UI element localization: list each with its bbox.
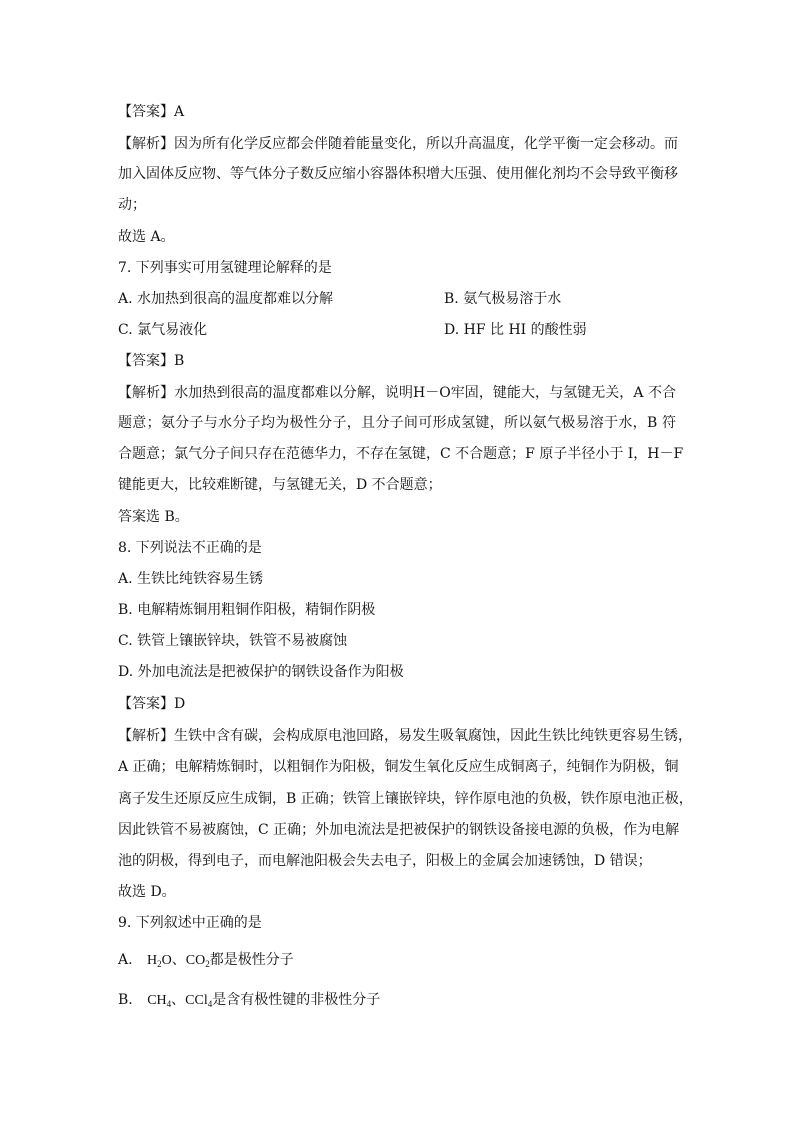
q8-question: 8. 下列说法不正确的是: [118, 540, 262, 556]
analysis-label: 【解析】: [118, 728, 174, 744]
q9-option-a: A. $H_2O$、$CO_2$都是极性分子: [118, 952, 294, 969]
q7-option-b: B. 氨气极易溶于水: [444, 291, 562, 307]
formula-ch4: $CH_4$: [147, 993, 172, 1009]
q8-answer: [118, 694, 676, 714]
q8-analysis-line: 【解析】生铁中含有碳，会构成原电池回路，易发生吸氧腐蚀，因此生铁比纯铁更容易生锈，: [118, 728, 692, 744]
q7-analysis-line: 键能更大，比较难断键，与氢键无关，D 不合题意；: [118, 477, 442, 493]
answer-value: A: [174, 104, 185, 120]
q8-analysis-line: 因此铁管不易被腐蚀，C 正确；外加电流法是把被保护的钢铁设备接电源的负极，作为电解: [118, 822, 680, 838]
q9-option-b: B. $CH_4$、CCl$_4$是含有极性键的非极性分子: [118, 992, 381, 1009]
q8-option-b: B. 电解精炼铜用粗铜作阳极，精铜作阴极: [118, 602, 376, 618]
answer-label: 【答案】: [118, 696, 174, 712]
q7-analysis-line: 合题意；氯气分子间只存在范德华力，不存在氢键，C 不合题意；F 原子半径小于 I，H－F: [118, 446, 684, 462]
formula-h2o: $H_2O$: [147, 953, 172, 969]
q6-conclusion: 故选 A。: [118, 229, 175, 245]
q7-option-a: A. 水加热到很高的温度都难以分解: [118, 291, 334, 307]
q7-options-row: [118, 289, 676, 309]
q6-analysis-line: 加入固体反应物、等气体分子数反应缩小容器体积增大压强、使用催化剂均不会导致平衡移: [118, 166, 678, 182]
q8-analysis-line: A 正确；电解精炼铜时，以粗铜作为阳极，铜发生氧化反应生成铜离子，纯铜作为阴极，铜: [118, 759, 679, 775]
analysis-label: 【解析】: [118, 136, 174, 152]
q7-answer: [118, 351, 676, 371]
answer-value: B: [174, 353, 185, 369]
q6-analysis-line: 【解析】因为所有化学反应都会伴随着能量变化，所以升高温度，化学平衡一定会移动。而: [118, 136, 678, 152]
q8-analysis-line: 池的阴极，得到电子，而电解池阳极会失去电子，阳极上的金属会加速锈蚀，D 错误；: [118, 853, 652, 869]
answer-label: 【答案】: [118, 353, 174, 369]
q8-analysis-line: 离子发生还原反应生成铜，B 正确；铁管上镶嵌锌块，锌作原电池的负极，铁作原电池正极，: [118, 791, 693, 807]
q7-options-row: [118, 320, 676, 340]
formula-co2: $CO_2$: [185, 953, 210, 969]
q7-option-c: C. 氯气易液化: [118, 322, 208, 338]
answer-value: D: [174, 696, 186, 712]
answer-label: 【答案】: [118, 104, 174, 120]
q6-analysis-line: 动；: [118, 197, 146, 213]
q8-conclusion: 故选 D。: [118, 884, 176, 900]
q7-analysis-line: 题意；氨分子与水分子均为极性分子，且分子间可形成氢键，所以氨气极易溶于水，B 符: [118, 415, 676, 431]
q8-option-c: C. 铁管上镶嵌锌块，铁管不易被腐蚀: [118, 633, 348, 649]
q7-analysis-line: 【解析】水加热到很高的温度都难以分解，说明H－O牢固，键能大，与氢键无关，A 不合: [118, 385, 677, 401]
analysis-label: 【解析】: [118, 385, 175, 401]
q8-option-d: D. 外加电流法是把被保护的钢铁设备作为阳极: [118, 664, 404, 680]
q9-question: 9. 下列叙述中正确的是: [118, 915, 262, 931]
option-prefix: B.: [118, 992, 133, 1008]
q7-option-d: D. HF 比 HI 的酸性弱: [444, 322, 587, 338]
q7-question: 7. 下列事实可用氢键理论解释的是: [118, 260, 332, 276]
formula-ccl4: CCl$_4$: [185, 993, 213, 1009]
q7-conclusion: 答案选 B。: [118, 509, 189, 525]
q6-answer: [118, 102, 676, 122]
option-prefix: A.: [118, 952, 133, 968]
q8-option-a: A. 生铁比纯铁容易生锈: [118, 571, 264, 587]
